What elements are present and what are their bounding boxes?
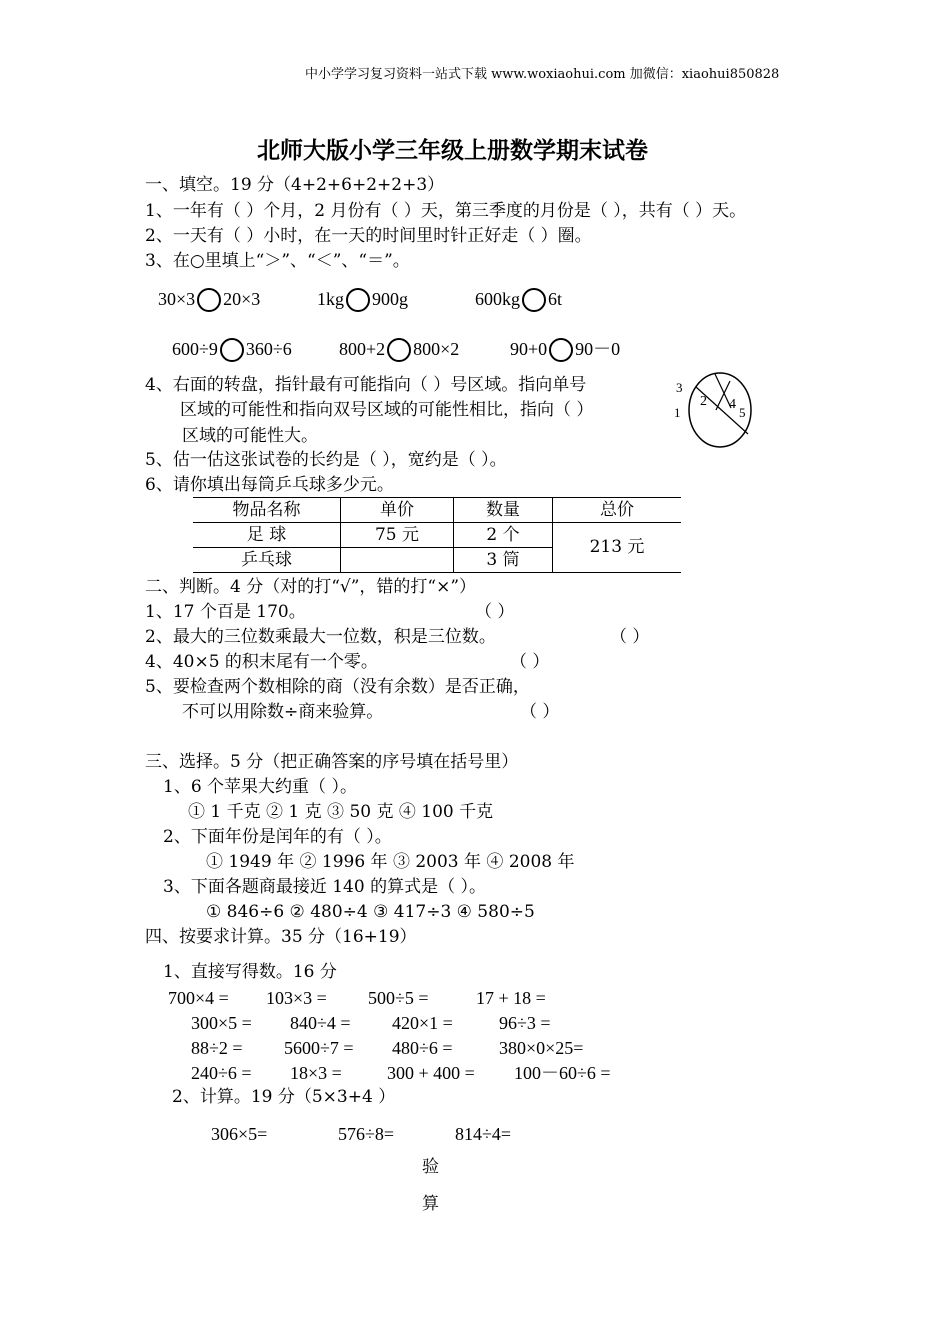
section-4-heading: 四、按要求计算。35 分（16+19） <box>145 927 417 947</box>
oral-calc-item: 100－60÷6 = <box>514 1063 611 1083</box>
judge-item-paren[interactable]: （ ） <box>520 702 560 722</box>
table-cell: 75 元 <box>341 523 454 548</box>
table-row <box>193 523 681 548</box>
judge-item-paren[interactable]: （ ） <box>610 627 650 647</box>
table-cell: 乒乓球 <box>193 548 341 573</box>
table-header-cell: 数量 <box>454 498 553 523</box>
choice-question-2: 2、下面年份是闰年的有（ ）。 <box>163 827 392 847</box>
compare-circle[interactable] <box>220 338 244 362</box>
compare-right: 6t <box>548 289 563 309</box>
compare-circle[interactable] <box>522 288 546 312</box>
compare-left: 30×3 <box>158 289 196 309</box>
oral-calc-item: 17 + 18 = <box>476 988 546 1008</box>
check-label: 验 <box>422 1157 439 1177</box>
compare-item <box>475 288 562 312</box>
oral-calc-item: 420×1 = <box>392 1013 453 1033</box>
compare-left: 800+2 <box>339 339 386 359</box>
table-header-cell: 单价 <box>341 498 454 523</box>
calc-subheading-2: 2、计算。19 分（5×3+4 ） <box>172 1087 396 1107</box>
price-table <box>193 497 681 573</box>
spinner-number: 4 <box>729 397 736 412</box>
spinner-number: 1 <box>674 405 681 420</box>
judge-item-5-line-2: 不可以用除数÷商来验算。 <box>182 702 384 722</box>
table-cell: 3 筒 <box>454 548 553 573</box>
compare-item <box>339 338 459 362</box>
table-header-cell: 总价 <box>553 498 682 523</box>
spinner-number: 3 <box>676 380 683 395</box>
compare-right: 900g <box>372 289 408 309</box>
table-cell: 足 球 <box>193 523 341 548</box>
compare-circle[interactable] <box>197 288 221 312</box>
page-header: 中小学学习复习资料一站式下载 www.woxiaohui.com 加微信：xiaohui850828 <box>305 67 780 82</box>
written-calc-item: 576÷8= <box>338 1124 395 1144</box>
question-1-6: 6、请你填出每筒乒乓球多少元。 <box>145 475 394 495</box>
oral-calc-item: 96÷3 = <box>499 1013 551 1033</box>
spinner-number: 5 <box>739 405 746 420</box>
question-1-4-line-2: 区域的可能性和指向双号区域的可能性相比，指向（ ） <box>180 400 594 420</box>
calc-subheading-1: 1、直接写得数。16 分 <box>163 962 337 982</box>
oral-calc-item: 700×4 = <box>168 988 229 1008</box>
judge-item-text: 2、最大的三位数乘最大一位数，积是三位数。 <box>145 627 496 647</box>
question-1-4-line-1: 4、右面的转盘，指针最有可能指向（ ）号区域。指向单号 <box>145 375 587 395</box>
compare-circle[interactable] <box>387 338 411 362</box>
judge-item-text: 1、17 个百是 170。 <box>145 602 306 622</box>
table-answer-cell[interactable] <box>341 548 454 573</box>
table-cell: 2 个 <box>454 523 553 548</box>
table-total-cell: 213 元 <box>553 523 682 573</box>
compare-left: 600kg <box>475 289 520 309</box>
compare-left: 90+0 <box>510 339 548 359</box>
compare-item <box>158 288 260 312</box>
oral-calc-item: 103×3 = <box>266 988 327 1008</box>
choice-options-2[interactable]: ① 1949 年 ② 1996 年 ③ 2003 年 ④ 2008 年 <box>206 852 575 872</box>
question-1-5: 5、估一估这张试卷的长约是（ ），宽约是（ ）。 <box>145 450 507 470</box>
judge-item-text: 4、40×5 的积末尾有一个零。 <box>145 652 378 672</box>
choice-question-3: 3、下面各题商最接近 140 的算式是（ ）。 <box>163 877 486 897</box>
oral-calc-item: 840÷4 = <box>290 1013 351 1033</box>
choice-options-1[interactable]: ① 1 千克 ② 1 克 ③ 50 克 ④ 100 千克 <box>188 802 494 822</box>
written-calc-item: 306×5= <box>211 1124 268 1144</box>
spinner-number: 2 <box>700 394 707 409</box>
compare-right: 20×3 <box>223 289 261 309</box>
oral-calc-item: 18×3 = <box>290 1063 342 1083</box>
question-1-2: 2、一天有（ ）小时，在一天的时间里时针正好走（ ）圈。 <box>145 226 592 246</box>
table-header-row <box>193 498 681 523</box>
question-1-3: 3、在○里填上“＞”、“＜”、“＝”。 <box>145 251 410 271</box>
judge-item-paren[interactable]: （ ） <box>510 652 550 672</box>
spinner-diagram <box>668 368 768 452</box>
oral-calc-item: 88÷2 = <box>191 1038 243 1058</box>
spinner-divider <box>716 381 730 410</box>
judge-item-paren[interactable]: （ ） <box>475 602 515 622</box>
section-1-heading: 一、填空。19 分（4+2+6+2+2+3） <box>145 175 445 195</box>
choice-options-3[interactable]: ① 846÷6 ② 480÷4 ③ 417÷3 ④ 580÷5 <box>206 902 535 922</box>
compare-item <box>510 338 620 362</box>
oral-calc-item: 300×5 = <box>191 1013 252 1033</box>
oral-calc-item: 240÷6 = <box>191 1063 252 1083</box>
compare-circle[interactable] <box>346 288 370 312</box>
oral-calc-item: 480÷6 = <box>392 1038 453 1058</box>
compare-right: 90－0 <box>575 339 621 359</box>
written-calc-item: 814÷4= <box>455 1124 512 1144</box>
question-1-1: 1、一年有（ ）个月，2 月份有（ ）天，第三季度的月份是（ ），共有（ ）天。 <box>145 201 747 221</box>
compare-right: 360÷6 <box>245 339 292 359</box>
oral-calc-item: 5600÷7 = <box>284 1038 354 1058</box>
choice-question-1: 1、6 个苹果大约重（ ）。 <box>163 777 357 797</box>
compare-item <box>317 288 408 312</box>
compare-circle[interactable] <box>549 338 573 362</box>
compare-left: 600÷9 <box>172 339 218 359</box>
oral-calc-item: 500÷5 = <box>368 988 429 1008</box>
table-header-cell: 物品名称 <box>193 498 341 523</box>
page-title: 北师大版小学三年级上册数学期末试卷 <box>257 138 648 164</box>
section-3-heading: 三、选择。5 分（把正确答案的序号填在括号里） <box>145 752 519 772</box>
check-label: 算 <box>422 1194 439 1214</box>
compare-item <box>172 338 292 362</box>
section-2-heading: 二、判断。4 分（对的打“√”，错的打“×”） <box>145 577 477 597</box>
question-1-4-line-3: 区域的可能性大。 <box>182 426 318 446</box>
judge-item-5-line-1: 5、要检查两个数相除的商（没有余数）是否正确， <box>145 677 530 697</box>
compare-left: 1kg <box>317 289 344 309</box>
oral-calc-item: 380×0×25= <box>499 1038 584 1058</box>
compare-right: 800×2 <box>413 339 460 359</box>
oral-calc-item: 300 + 400 = <box>387 1063 475 1083</box>
